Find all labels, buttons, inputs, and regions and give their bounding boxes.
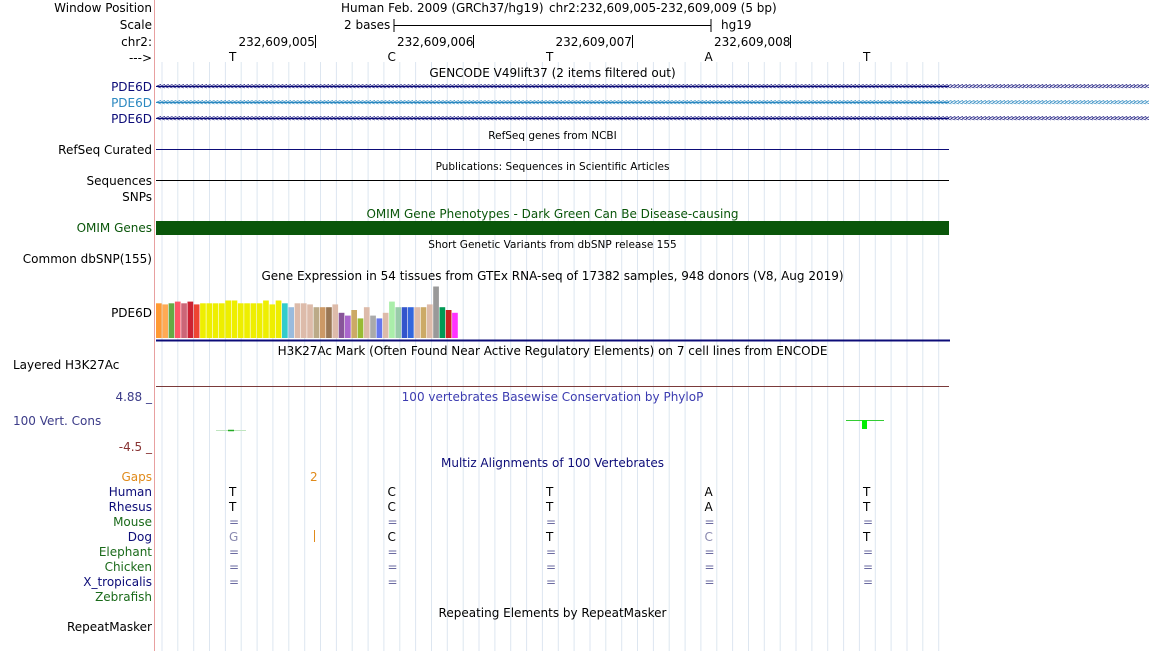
gtex-tissue-bar xyxy=(269,304,275,338)
refseq-curated-line[interactable] xyxy=(156,149,949,150)
omim-genes-label[interactable]: OMIM Genes xyxy=(76,221,152,235)
gencode-transcript-label[interactable]: PDE6D xyxy=(111,80,152,94)
omim-gene-bar[interactable] xyxy=(156,221,949,235)
aligned-base: = xyxy=(387,545,398,559)
conservation-plot[interactable] xyxy=(156,405,949,445)
gtex-tissue-bar xyxy=(156,303,162,338)
aligned-base: T xyxy=(863,530,871,544)
aligned-base: = xyxy=(387,560,398,574)
strand-label: ---> xyxy=(128,51,152,65)
gtex-tissue-bar xyxy=(395,307,401,338)
species-label[interactable]: Mouse xyxy=(113,515,152,529)
gtex-tissue-bar xyxy=(194,304,200,338)
aligned-base: = xyxy=(546,545,557,559)
aligned-base: = xyxy=(546,575,557,589)
ruler-tick xyxy=(790,35,791,48)
gtex-tissue-bar xyxy=(288,307,294,338)
aligned-base: = xyxy=(863,515,874,529)
aligned-base: C xyxy=(387,485,396,499)
conservation-label[interactable]: 100 Vert. Cons xyxy=(13,414,102,428)
gtex-tissue-bar xyxy=(377,318,383,338)
ruler-coordinate: 232,609,008 xyxy=(714,35,791,49)
aligned-base: A xyxy=(704,500,713,514)
conservation-bar-right xyxy=(862,420,867,429)
aligned-base: = xyxy=(387,515,398,529)
aligned-base: = xyxy=(704,575,715,589)
gtex-tissue-bar xyxy=(446,310,452,338)
reference-base: T xyxy=(229,50,237,64)
aligned-base: C xyxy=(387,530,396,544)
gtex-tissue-bar xyxy=(175,302,181,338)
h3k27ac-label[interactable]: Layered H3K27Ac xyxy=(13,358,120,372)
gaps-label[interactable]: Gaps xyxy=(121,470,152,484)
aligned-base: = xyxy=(229,560,240,574)
gtex-tissue-bar xyxy=(414,307,420,338)
aligned-base: T xyxy=(546,500,554,514)
gtex-tissue-bar xyxy=(282,303,288,338)
species-label[interactable]: Dog xyxy=(127,530,152,544)
database-name: hg19 xyxy=(721,18,752,32)
aligned-base: = xyxy=(229,575,240,589)
aligned-base: = xyxy=(546,560,557,574)
species-label[interactable]: Zebrafish xyxy=(95,590,152,604)
scale-text: 2 bases xyxy=(344,18,391,32)
h3k27ac-baseline xyxy=(156,386,949,387)
ruler-coordinate: 232,609,006 xyxy=(397,35,474,49)
window-position-label: Window Position xyxy=(54,1,152,15)
gtex-tissue-bar xyxy=(301,303,307,338)
publications-track-title: Publications: Sequences in Scientific Articles xyxy=(435,161,670,173)
gtex-tissue-bar xyxy=(421,307,427,338)
aligned-base: T xyxy=(863,500,871,514)
dbsnp-label[interactable]: Common dbSNP(155) xyxy=(22,252,152,266)
gtex-tissue-bar xyxy=(213,303,219,338)
chromosome-label: chr2: xyxy=(121,35,152,49)
aligned-base: = xyxy=(387,575,398,589)
aligned-base: = xyxy=(704,545,715,559)
conservation-min-label: -4.5 _ xyxy=(118,440,152,454)
gtex-tissue-bar xyxy=(427,304,433,338)
gtex-tissue-bar xyxy=(181,303,187,338)
gtex-track-title: Gene Expression in 54 tissues from GTEx RNA-seq of 17382 samples, 948 donors (V8, Aug 2019) xyxy=(261,269,844,283)
repeatmasker-track-title: Repeating Elements by RepeatMasker xyxy=(438,606,667,620)
gtex-tissue-bar xyxy=(351,310,357,338)
gtex-tissue-bar xyxy=(263,301,269,339)
gtex-tissue-bar xyxy=(232,301,238,339)
aligned-base: = xyxy=(704,560,715,574)
gtex-tissue-bar xyxy=(307,304,313,338)
sequences-line[interactable] xyxy=(156,180,949,181)
scale-label: Scale xyxy=(119,18,152,32)
species-label[interactable]: Chicken xyxy=(104,560,152,574)
gencode-transcript-label[interactable]: PDE6D xyxy=(111,96,152,110)
conservation-max-label: 4.88 _ xyxy=(115,390,152,404)
aligned-base: T xyxy=(546,485,554,499)
gtex-tissue-bar xyxy=(364,307,370,338)
gtex-tissue-bar xyxy=(402,307,408,338)
aligned-base: = xyxy=(704,515,715,529)
aligned-base: = xyxy=(546,515,557,529)
strand-arrows: <<<<<<<<<<<<<<<<<<<<<<<<<<<<<<<<<<<<<<<<<<<<<<<<<<<<<<<<<<<<<<<<<<<<<<<<<<<<<<<<<<<<<<<<<<<<<<<<<<<<<<<<<<<<<<<<<<<<<<<<<<<<<<<<<<<<<<<<<<<<<<<<<<<<<<<<<<<<<<<<<<<<<<<<<<<<<<<<<<<<<<<<<<<<<<<<<<<<<<<<<<<<<<<<<<<<<<<<<<<<<<<<<<<<<<<<<<<<<<<<<<<<<<<<<<<<<<<<<<<< xyxy=(156,114,1149,124)
gtex-tissue-bar xyxy=(408,307,414,338)
aligned-base: = xyxy=(863,560,874,574)
multiz-track-title: Multiz Alignments of 100 Vertebrates xyxy=(440,456,665,470)
gtex-tissue-bar xyxy=(339,313,345,338)
aligned-base: = xyxy=(229,545,240,559)
sequences-label[interactable]: Sequences xyxy=(86,174,152,188)
ruler-tick xyxy=(315,35,316,48)
gtex-tissue-bar xyxy=(257,303,263,338)
gtex-tissue-bar xyxy=(383,313,389,338)
gtex-tissue-bar xyxy=(225,301,231,339)
conservation-track-title: 100 vertebrates Basewise Conservation by PhyloP xyxy=(401,390,704,404)
gtex-tissue-bar xyxy=(219,303,225,338)
strand-arrows: <<<<<<<<<<<<<<<<<<<<<<<<<<<<<<<<<<<<<<<<<<<<<<<<<<<<<<<<<<<<<<<<<<<<<<<<<<<<<<<<<<<<<<<<<<<<<<<<<<<<<<<<<<<<<<<<<<<<<<<<<<<<<<<<<<<<<<<<<<<<<<<<<<<<<<<<<<<<<<<<<<<<<<<<<<<<<<<<<<<<<<<<<<<<<<<<<<<<<<<<<<<<<<<<<<<<<<<<<<<<<<<<<<<<<<<<<<<<<<<<<<<<<<<<<<<<<<<<<<<< xyxy=(156,82,1149,92)
gtex-tissue-bar xyxy=(320,307,326,338)
gencode-track-title: GENCODE V49lift37 (2 items filtered out) xyxy=(429,66,676,80)
aligned-base: T xyxy=(229,500,237,514)
reference-base: T xyxy=(546,50,554,64)
gtex-tissue-bar xyxy=(295,303,301,338)
aligned-base: C xyxy=(387,500,396,514)
aligned-base: G xyxy=(229,530,239,544)
gtex-tissue-bar xyxy=(314,307,320,338)
gtex-gene-label[interactable]: PDE6D xyxy=(111,306,152,320)
refseq-curated-label[interactable]: RefSeq Curated xyxy=(58,143,152,157)
aligned-base: = xyxy=(863,575,874,589)
h3k27ac-track-title: H3K27Ac Mark (Often Found Near Active Regulatory Elements) on 7 cell lines from ENCODE xyxy=(277,344,828,358)
gtex-tissue-bar xyxy=(238,303,244,338)
aligned-base: = xyxy=(863,545,874,559)
ruler-tick xyxy=(632,35,633,48)
gtex-tissue-bar xyxy=(370,316,376,338)
reference-base: T xyxy=(863,50,871,64)
aligned-base: T xyxy=(546,530,554,544)
aligned-base: T xyxy=(229,485,237,499)
gencode-transcript-label[interactable]: PDE6D xyxy=(111,112,152,126)
ruler-tick xyxy=(473,35,474,48)
gtex-tissue-bar xyxy=(332,304,338,338)
gtex-tissue-bar xyxy=(244,303,250,338)
aligned-base: A xyxy=(704,485,713,499)
aligned-base: C xyxy=(704,530,713,544)
gtex-tissue-bar xyxy=(452,313,458,338)
gtex-tissue-bar xyxy=(162,304,168,338)
reference-base: C xyxy=(387,50,396,64)
species-label[interactable]: Rhesus xyxy=(108,500,152,514)
gtex-tissue-bar xyxy=(345,316,351,338)
reference-base: A xyxy=(704,50,713,64)
aligned-base: = xyxy=(229,515,240,529)
gtex-tissue-bar xyxy=(200,303,206,338)
repeatmasker-label[interactable]: RepeatMasker xyxy=(66,620,152,634)
aligned-base: T xyxy=(863,485,871,499)
gtex-tissue-bar xyxy=(440,307,446,338)
ruler-coordinate: 232,609,007 xyxy=(555,35,632,49)
species-label[interactable]: Elephant xyxy=(98,545,152,559)
gtex-tissue-bar xyxy=(358,318,364,338)
gtex-tissue-bar xyxy=(326,307,332,338)
snps-label[interactable]: SNPs xyxy=(122,190,152,204)
species-label[interactable]: X_tropicalis xyxy=(83,575,152,589)
gtex-tissue-bar xyxy=(206,303,212,338)
gtex-tissue-bar xyxy=(251,303,257,338)
gtex-expression-chart[interactable] xyxy=(155,282,950,342)
ruler-coordinate: 232,609,005 xyxy=(238,35,315,49)
dbsnp-track-title: Short Genetic Variants from dbSNP release 155 xyxy=(428,239,677,251)
omim-track-title: OMIM Gene Phenotypes - Dark Green Can Be Disease-causing xyxy=(366,207,739,221)
gtex-tissue-bar xyxy=(389,302,395,338)
strand-arrows: <<<<<<<<<<<<<<<<<<<<<<<<<<<<<<<<<<<<<<<<<<<<<<<<<<<<<<<<<<<<<<<<<<<<<<<<<<<<<<<<<<<<<<<<<<<<<<<<<<<<<<<<<<<<<<<<<<<<<<<<<<<<<<<<<<<<<<<<<<<<<<<<<<<<<<<<<<<<<<<<<<<<<<<<<<<<<<<<<<<<<<<<<<<<<<<<<<<<<<<<<<<<<<<<<<<<<<<<<<<<<<<<<<<<<<<<<<<<<<<<<<<<<<<<<<<<<<<<<<<< xyxy=(156,98,1149,108)
gap-count: 2 xyxy=(310,470,318,484)
gtex-tissue-bar xyxy=(169,303,175,338)
species-label[interactable]: Human xyxy=(108,485,152,499)
gtex-tissue-bar xyxy=(433,287,439,339)
scale-bar xyxy=(393,18,713,34)
window-position[interactable]: chr2:232,609,005-232,609,009 (5 bp) xyxy=(549,1,777,15)
dog-insertion-mark xyxy=(314,530,315,542)
refseq-track-title: RefSeq genes from NCBI xyxy=(488,130,617,142)
assembly-name: Human Feb. 2009 (GRCh37/hg19) xyxy=(341,1,544,15)
gtex-tissue-bar xyxy=(276,301,282,339)
gtex-tissue-bar xyxy=(188,302,194,338)
